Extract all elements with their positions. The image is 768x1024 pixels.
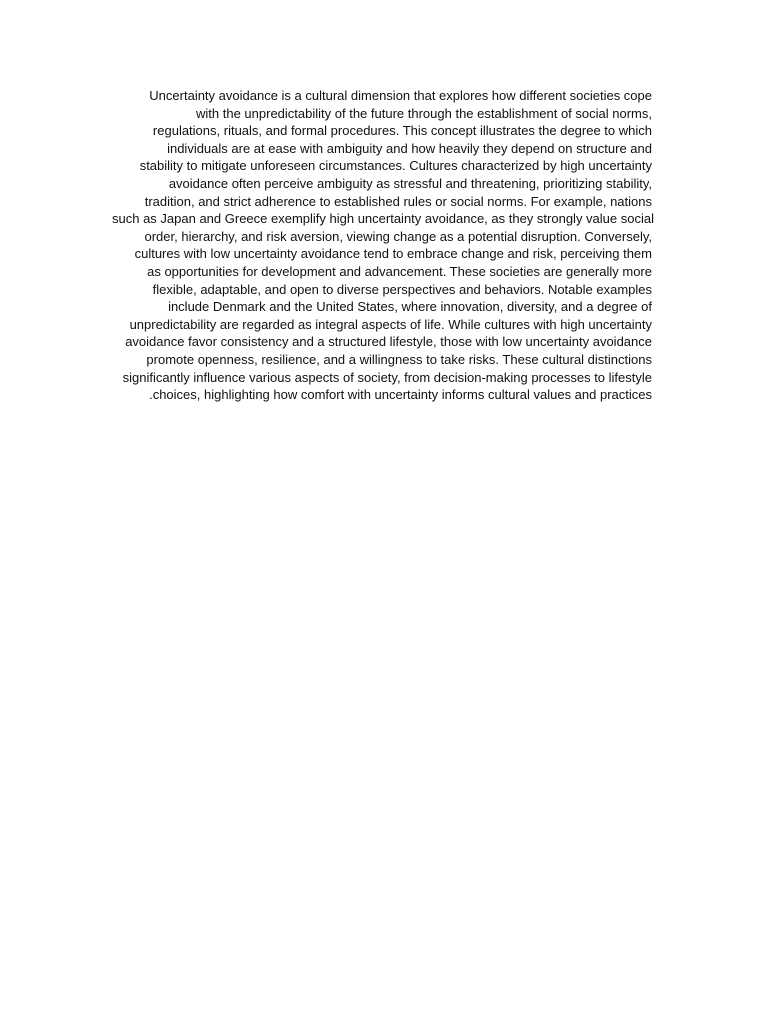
paragraph-line: .choices, highlighting how comfort with uncertainty informs cultural values and practices [149, 387, 652, 403]
paragraph-line: with the unpredictability of the future through the establishment of social norms, [196, 105, 652, 121]
paragraph-line: stability to mitigate unforeseen circumstances. Cultures characterized by high uncertainty [139, 158, 652, 174]
paragraph-line: avoidance favor consistency and a structured lifestyle, those with low uncertainty avoidance [125, 334, 652, 350]
paragraph-line: as opportunities for development and advancement. These societies are generally more [147, 263, 652, 279]
paragraph-line: unpredictability are regarded as integral aspects of life. While cultures with high uncertainty [129, 316, 652, 332]
paragraph-line: significantly influence various aspects of society, from decision-making processes to lifestyle [122, 369, 652, 385]
paragraph-line: regulations, rituals, and formal procedures. This concept illustrates the degree to which [152, 123, 652, 139]
paragraph-line: order, hierarchy, and risk aversion, viewing change as a potential disruption. Conversely, [144, 228, 652, 244]
paragraph-line: avoidance often perceive ambiguity as stressful and threatening, prioritizing stability, [168, 175, 652, 191]
paragraph-line: promote openness, resilience, and a willingness to take risks. These cultural distinctions [146, 351, 652, 367]
paragraph-line: such as Japan and Greece exemplify high uncertainty avoidance, as they strongly value social [112, 211, 654, 227]
body-paragraph [112, 87, 652, 404]
paragraph-line: flexible, adaptable, and open to diverse perspectives and behaviors. Notable examples [152, 281, 652, 297]
paragraph-line: Uncertainty avoidance is a cultural dimension that explores how different societies cope [149, 88, 652, 103]
paragraph-line: cultures with low uncertainty avoidance tend to embrace change and risk, perceiving them [134, 246, 652, 262]
paragraph-line: individuals are at ease with ambiguity and how heavily they depend on structure and [167, 140, 652, 156]
paragraph-line: include Denmark and the United States, where innovation, diversity, and a degree of [168, 299, 652, 315]
paragraph-line: tradition, and strict adherence to established rules or social norms. For example, nations [144, 193, 652, 209]
